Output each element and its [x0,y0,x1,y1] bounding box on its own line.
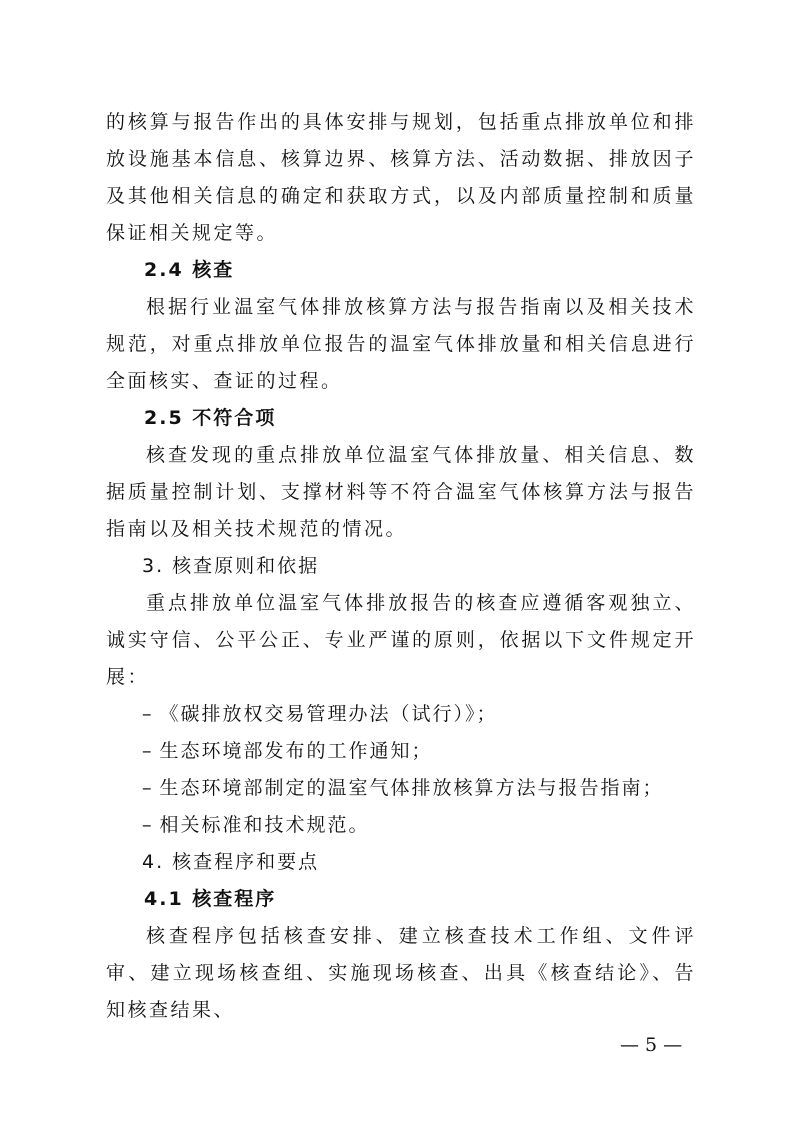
list-item [106,733,696,770]
paragraph-2-5: 核查发现的重点排放单位温室气体排放量、相关信息、数据质量控制计划、支撑材料等不符合温室气体核算方法与报告指南以及相关技术规范的情况。 [106,444,696,540]
paragraph-2-4: 根据行业温室气体排放核算方法与报告指南以及相关技术规范，对重点排放单位报告的温室气体排放量和相关信息进行全面核实、查证的过程。 [106,296,696,392]
list-item-text: 《碳排放权交易管理办法（试行）》； [159,703,498,725]
list-item-text: 生态环境部制定的温室气体排放核算方法与报告指南； [159,777,664,799]
list-item-text: 相关标准和技术规范。 [159,814,370,836]
list-item [106,696,696,733]
list-item-text: 生态环境部发布的工作通知； [159,740,433,762]
paragraph-intro: 的核算与报告作出的具体安排与规划，包括重点排放单位和排放设施基本信息、核算边界、核算方法、活动数据、排放因子及其他相关信息的确定和获取方式，以及内部质量控制和质量保证相关规定等。 [106,111,696,244]
heading-3: 3. 核查原则和依据 [142,555,320,577]
list-item [106,807,696,844]
list-dash: – [142,740,154,762]
page-number: — 5 — [620,1034,683,1056]
list-dash: – [142,703,154,725]
paragraph-3: 重点排放单位温室气体排放报告的核查应遵循客观独立、诚实守信、公平公正、专业严谨的原则，依据以下文件规定开展： [106,592,696,688]
heading-4-1: 4.1 核查程序 [144,888,277,910]
page-body [106,104,696,1029]
list-item [106,770,696,807]
heading-2-5: 2.5 不符合项 [144,407,277,429]
heading-2-4: 2.4 核查 [144,259,235,281]
paragraph-4-1: 核查程序包括核查安排、建立核查技术工作组、文件评审、建立现场核查组、实施现场核查、出具《核查结论》、告知核查结果、 [106,925,696,1021]
list-dash: – [142,777,154,799]
heading-4: 4. 核查程序和要点 [142,851,320,873]
list-dash: – [142,814,154,836]
